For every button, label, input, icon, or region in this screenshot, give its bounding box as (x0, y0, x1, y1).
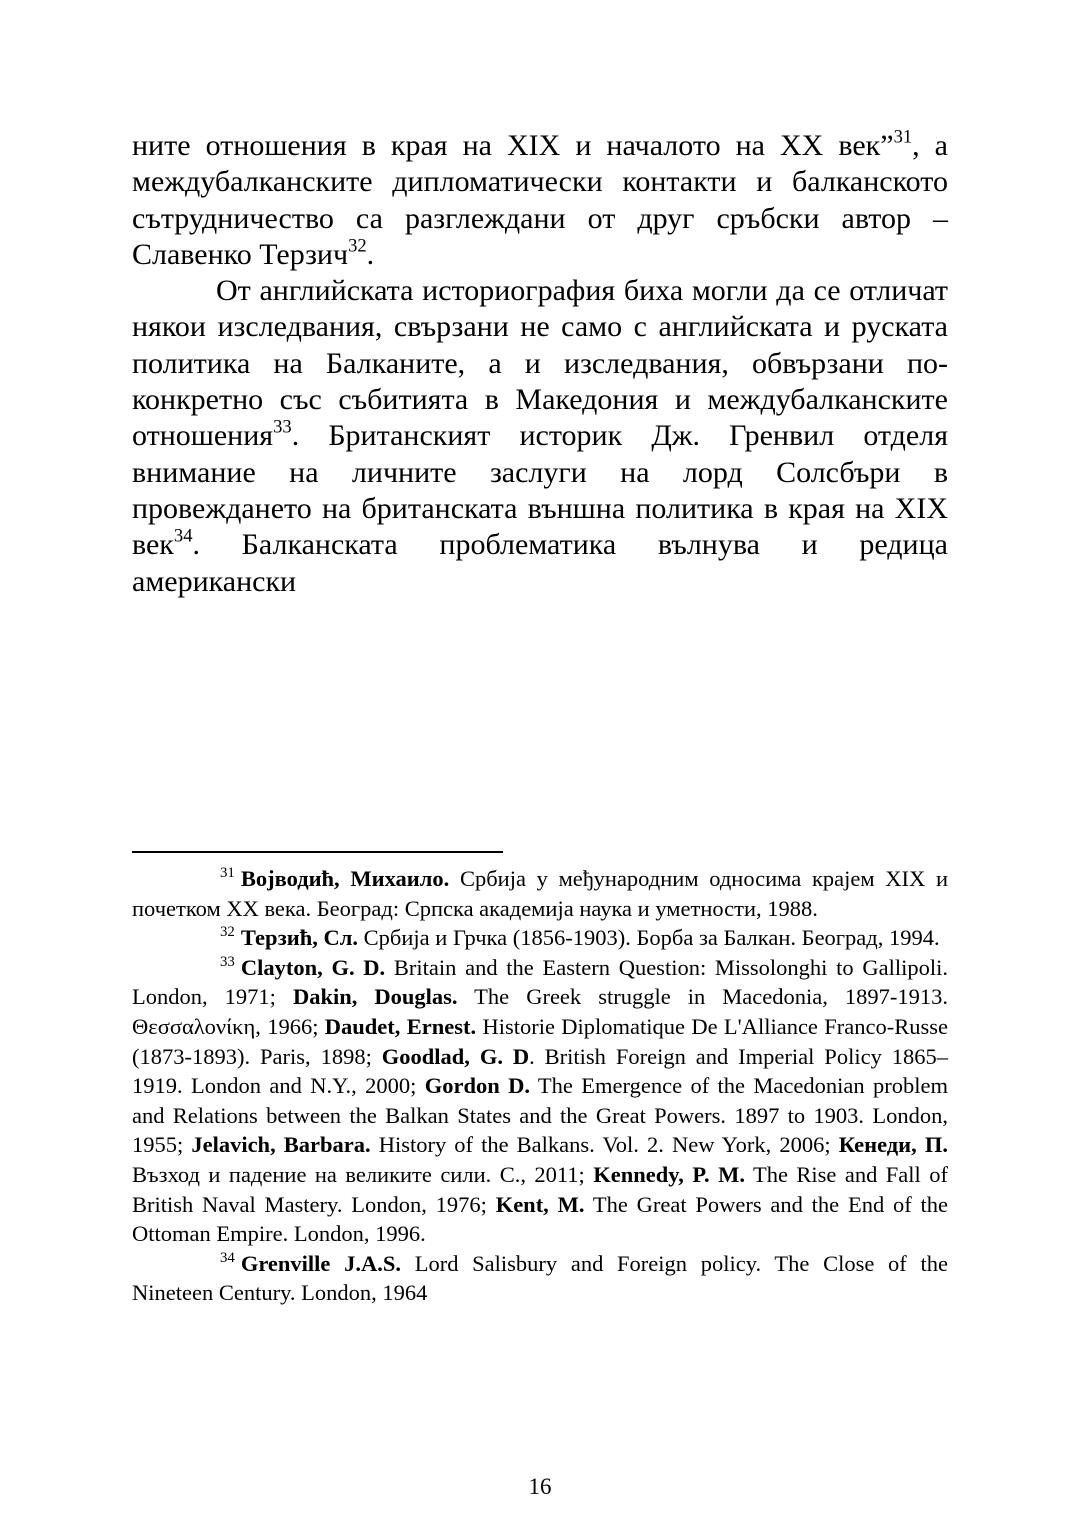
paragraph-1 (132, 128, 948, 273)
footnote-author: Војводић, Михаило. (240, 866, 450, 891)
footnote-text: History of the Balkans. Vol. 2. New York, 2006; (370, 1132, 839, 1158)
footnote-ref-32[interactable]: 32 (348, 235, 367, 257)
footnote-author: Daudet, Ernest. (324, 1013, 477, 1039)
footnote-33 (132, 953, 948, 1249)
footnote-text: The Great Powers and the End of the Ottoman Empire. London, 1996. (132, 1191, 948, 1247)
footnote-author: Goodlad, G. D (381, 1043, 530, 1069)
paragraph-1-text-2: , а междубалканските дипломатически контакти и балканското сътрудничество са разглеждани от друг сръбски автор – Славенко Терзич (132, 129, 949, 271)
paragraph-2-text-1: От английската историография биха могли да се отличат някои изследвания, свързани не само с английската и руската политика на Балканите, а и изследвания, обвързани по-конкретно със събитията в Македония и междубалканските отношения (132, 274, 948, 453)
footnote-32 (132, 923, 948, 953)
footnote-number: 32 (220, 923, 235, 940)
footnote-number: 31 (220, 864, 235, 881)
footnote-author: Терзић, Сл. (240, 925, 359, 951)
footnote-author: Dakin, Douglas. (292, 984, 458, 1010)
paragraph-2-text-2: . Британският историк Дж. Гренвил отделя внимание на личните заслуги на лорд Солсбъри в провеждането на британската външна политика в края на XIX век (132, 419, 948, 562)
footnote-text: The Greek struggle in Macedonia, 1897-1913. Θεσσαλονίκη, 1966; (132, 984, 948, 1039)
footnotes (132, 864, 948, 1308)
footnote-text: Србија у међународним односима крајем XIX и почетком XX века. Београд: Српска академија наука и уметности, 1988. (132, 866, 948, 921)
footnote-text: Възход и падение на великите сили. С., 2011; (132, 1161, 594, 1187)
footnote-text: Britain and the Eastern Question: Missolonghi to Gallipoli. London, 1971; (132, 954, 948, 1010)
footnote-author: Gordon D. (424, 1073, 530, 1099)
paragraph-1-text-1: ните отношения в края на XIX и началото на XX век” (132, 129, 894, 162)
footnote-separator (132, 851, 503, 853)
footnote-number: 34 (220, 1249, 235, 1266)
footnote-text: The Rise and Fall of British Naval Mastery. London, 1976; (132, 1161, 948, 1217)
footnote-author: Kent, M. (495, 1191, 585, 1217)
footnote-number: 33 (220, 953, 235, 970)
footnote-ref-31[interactable]: 31 (893, 126, 913, 148)
footnote-34 (132, 1249, 948, 1308)
footnote-author: Grenville J.A.S. (240, 1250, 402, 1276)
footnote-31 (132, 864, 948, 923)
footnote-text: Historie Diplomatique De L'Alliance Franco-Russe (1873-1893). Paris, 1898; (132, 1013, 948, 1069)
footnote-author: Кенеди, П. (838, 1132, 948, 1158)
footnote-text: Србија и Грчка (1856-1903). Борба за Балкан. Београд, 1994. (358, 925, 940, 951)
footnote-author: Jelavich, Barbara. (191, 1132, 371, 1158)
footnote-ref-33[interactable]: 33 (273, 416, 292, 438)
footnote-text: Lord Salisbury and Foreign policy. The Close of the Nineteen Century. London, 1964 (132, 1250, 948, 1306)
footnote-author: Kennedy, P. M. (593, 1161, 745, 1187)
paragraph-1-text-3: . (366, 237, 375, 271)
paragraph-2-text-3: . Балканската проблематика вълнува и редица американски (132, 528, 948, 598)
footnote-text: . British Foreign and Imperial Policy 1865–1919. London and N.Y., 2000; (132, 1043, 948, 1099)
footnote-text: The Emergence of the Macedonian problem and Relations between the Balkan States and the Great Powers. 1897 to 1903. London, 1955; (132, 1073, 948, 1158)
footnote-author: Clayton, G. D. (240, 954, 386, 980)
footnote-ref-34[interactable]: 34 (173, 525, 193, 547)
page-number: 16 (528, 1474, 552, 1499)
paragraph-2 (132, 273, 948, 600)
main-text (132, 128, 948, 600)
